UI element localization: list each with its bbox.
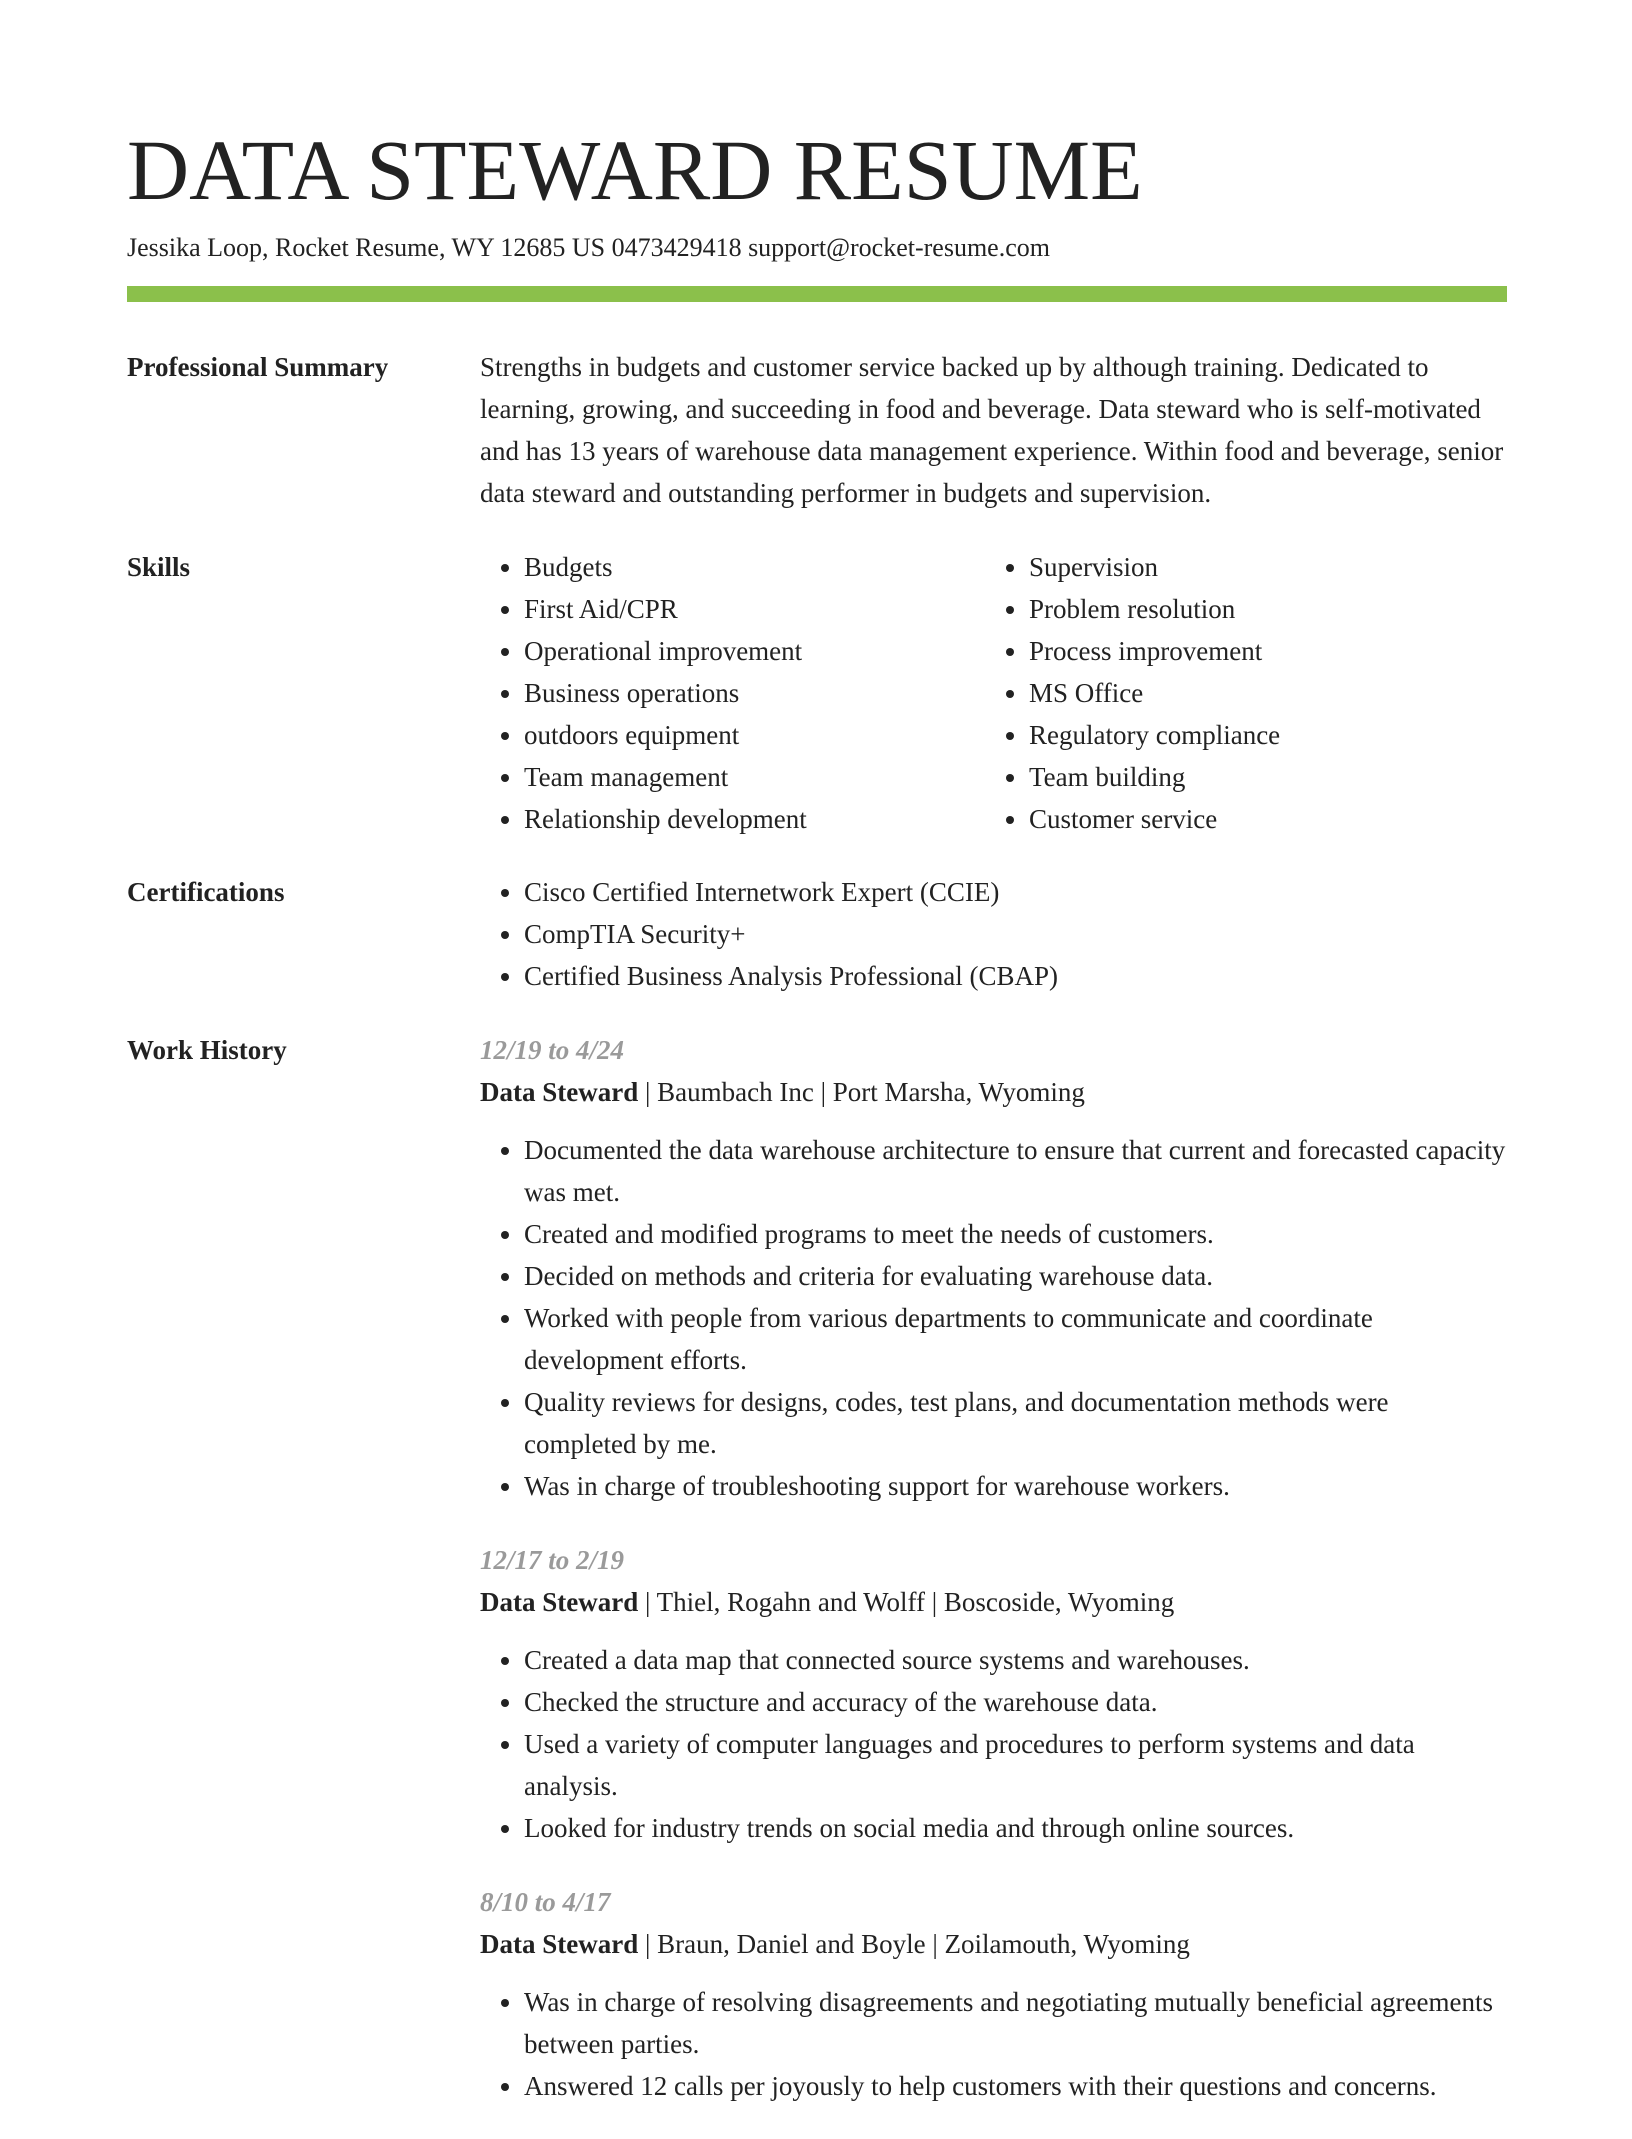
summary-text: Strengths in budgets and customer service backed up by although training. Dedicated to learning, growing, and succeeding in food and beverage. Data steward who is self-motivated and has 13 years of warehouse data management experience. Within food and beverage, senior data steward and outstanding performer in budgets and supervision. — [480, 352, 1504, 508]
job-title: Data Steward — [480, 1929, 639, 1959]
job-location: Zoilamouth, Wyoming — [944, 1929, 1190, 1959]
job-location: Boscoside, Wyoming — [943, 1587, 1175, 1617]
job-dates: 12/19 to 4/24 — [480, 1035, 625, 1065]
summary-heading: Professional Summary — [127, 352, 389, 382]
job-bullet: • Worked with people from various departments to communicate and coordinate development efforts. — [524, 1297, 1507, 1381]
job-bullet: • Checked the structure and accuracy of the warehouse data. — [524, 1681, 1507, 1723]
skill-item: • Problem resolution — [1029, 588, 1490, 630]
skill-item: • outdoors equipment — [524, 714, 985, 756]
job-bullet: • Was in charge of resolving disagreements and negotiating mutually beneficial agreements between parties. — [524, 1981, 1507, 2065]
job-bullet: • Was in charge of troubleshooting support for warehouse workers. — [524, 1465, 1507, 1507]
job-entry — [480, 1029, 1507, 1507]
skill-item: • Business operations — [524, 672, 985, 714]
skill-item: • Relationship development — [524, 798, 985, 840]
skill-item: • MS Office — [1029, 672, 1490, 714]
job-dates: 8/10 to 4/17 — [480, 1887, 611, 1917]
job-heading — [480, 1923, 1507, 1965]
skill-item: • Process improvement — [1029, 630, 1490, 672]
job-heading — [480, 1581, 1507, 1623]
skill-item: • First Aid/CPR — [524, 588, 985, 630]
job-bullet: • Created a data map that connected source systems and warehouses. — [524, 1639, 1507, 1681]
job-title: Data Steward — [480, 1587, 639, 1617]
skill-item: • Team management — [524, 756, 985, 798]
page-title: DATA STEWARD RESUME — [127, 122, 1143, 218]
job-company: Braun, Daniel and Boyle — [657, 1929, 926, 1959]
skill-item: • Operational improvement — [524, 630, 985, 672]
job-separator: | — [925, 1929, 945, 1959]
certifications-list — [480, 871, 1507, 997]
job-title: Data Steward — [480, 1077, 639, 1107]
job-dates: 12/17 to 2/19 — [480, 1545, 625, 1575]
job-bullet: • Quality reviews for designs, codes, test plans, and documentation methods were completed by me. — [524, 1381, 1507, 1465]
skill-item: • Customer service — [1029, 798, 1490, 840]
work-history-heading: Work History — [127, 1035, 287, 1065]
job-heading — [480, 1071, 1507, 1113]
job-bullet: • Documented the data warehouse architecture to ensure that current and forecasted capacity was met. — [524, 1129, 1507, 1213]
job-bullet: • Decided on methods and criteria for evaluating warehouse data. — [524, 1255, 1507, 1297]
job-company: Thiel, Rogahn and Wolff — [656, 1587, 925, 1617]
job-bullet: • Answered 12 calls per joyously to help customers with their questions and concerns. — [524, 2065, 1507, 2107]
skills-heading: Skills — [127, 552, 191, 582]
job-bullets — [480, 1129, 1507, 1507]
job-bullet: • Created and modified programs to meet the needs of customers. — [524, 1213, 1507, 1255]
job-separator: | — [924, 1587, 944, 1617]
job-bullet: • Used a variety of computer languages and procedures to perform systems and data analysis. — [524, 1723, 1507, 1807]
skill-item: • Team building — [1029, 756, 1490, 798]
skills-list-right — [985, 546, 1490, 840]
certification-item: • Cisco Certified Internetwork Expert (CCIE) — [524, 871, 1507, 913]
contact-line: Jessika Loop, Rocket Resume, WY 12685 US 0473429418 support@rocket-resume.com — [127, 233, 1050, 262]
job-separator: | — [638, 1077, 658, 1107]
job-bullets — [480, 1639, 1507, 1849]
certification-item: • Certified Business Analysis Professional (CBAP) — [524, 955, 1507, 997]
certification-item: • CompTIA Security+ — [524, 913, 1507, 955]
job-bullets — [480, 1981, 1507, 2107]
skill-item: • Supervision — [1029, 546, 1490, 588]
job-company: Baumbach Inc — [657, 1077, 814, 1107]
skill-item: • Budgets — [524, 546, 985, 588]
job-location: Port Marsha, Wyoming — [832, 1077, 1085, 1107]
job-entry — [480, 1539, 1507, 1849]
job-separator: | — [638, 1587, 657, 1617]
skill-item: • Regulatory compliance — [1029, 714, 1490, 756]
job-entry — [480, 1881, 1507, 2107]
job-separator: | — [813, 1077, 833, 1107]
header-divider — [127, 286, 1507, 302]
job-separator: | — [638, 1929, 658, 1959]
job-bullet: • Looked for industry trends on social media and through online sources. — [524, 1807, 1507, 1849]
certifications-heading: Certifications — [127, 877, 285, 907]
skills-list-left — [480, 546, 985, 840]
